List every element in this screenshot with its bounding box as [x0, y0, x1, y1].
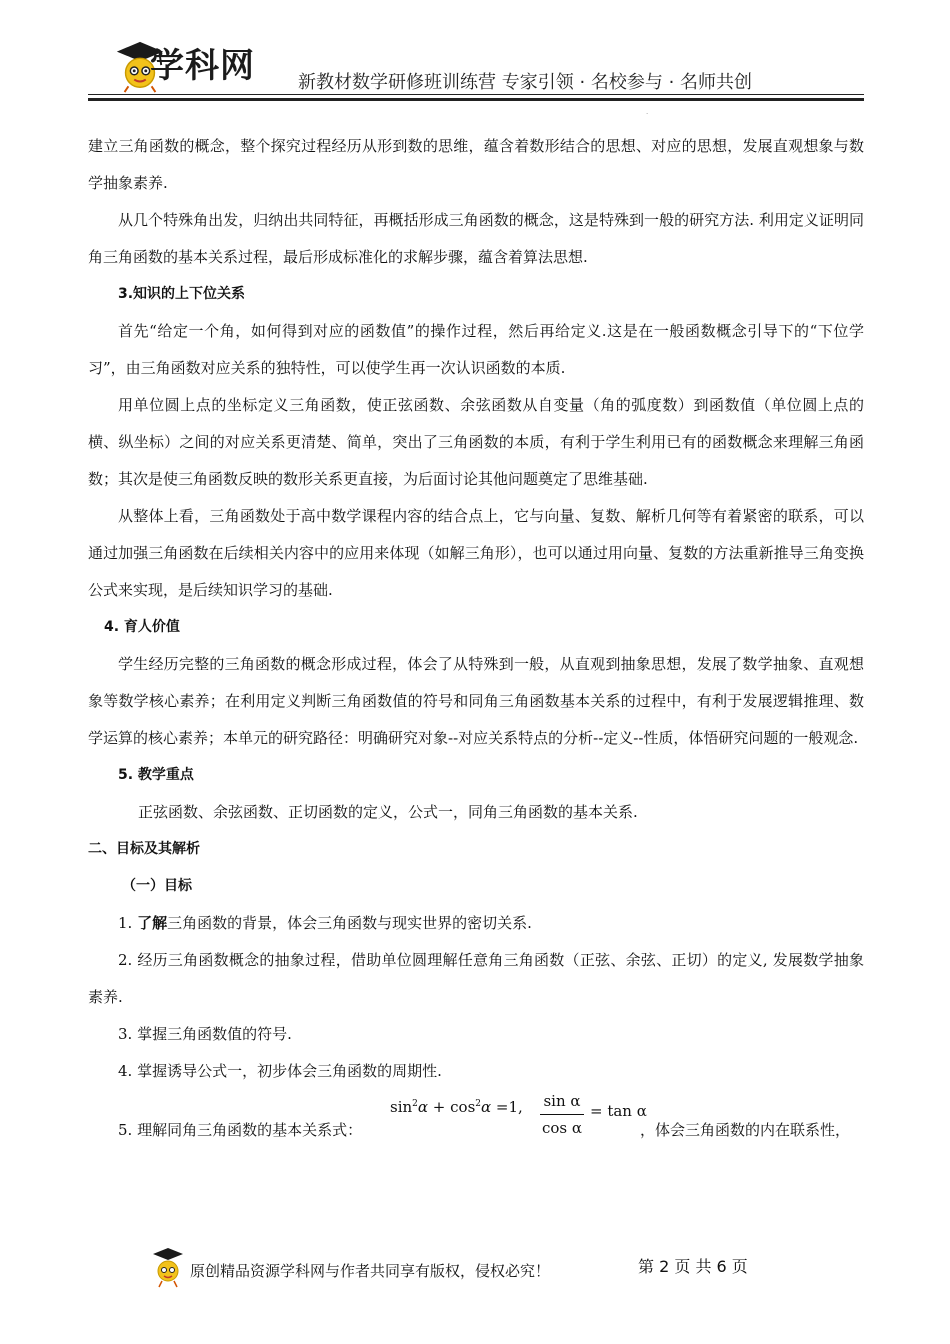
goal-text: ，体会三角函数的内在联系性，: [640, 1121, 851, 1139]
paragraph: 学生经历完整的三角函数的概念形成过程，体会了从特殊到一般，从直观到抽象思想，发展了数学抽象、直观想象等数学核心素养；在利用定义判断三角函数值的符号和同角三角函数基本关系的过程中，有利于发展逻辑推理、数学运算的核心素养；本单元的研究路径：明确研究对象--对应关系特点的分析--定义--性质，体悟研究问题的一般观念.: [88, 655, 864, 747]
subsection-heading: （一）目标: [122, 878, 192, 894]
fraction-denominator: cos α: [541, 1119, 583, 1137]
goal-item: [88, 1090, 864, 1150]
goal-item: [88, 905, 864, 942]
formula-fraction: [540, 1090, 584, 1139]
goal-item: 3. 掌握三角函数值的符号.: [118, 1025, 292, 1043]
header-tagline: 新教材数学研修班训练营 专家引领 · 名校参与 · 名师共创: [298, 72, 753, 93]
document-body: [88, 128, 864, 1150]
mascot-logo-icon: [150, 1246, 186, 1290]
goal-text: 三角函数的背景，体会三角函数与现实世界的密切关系.: [167, 914, 532, 932]
paragraph: 正弦函数、余弦函数、正切函数的定义，公式一，同角三角函数的基本关系.: [138, 803, 638, 821]
goal-keyword: 了解: [137, 914, 168, 932]
paragraph: 用单位圆上点的坐标定义三角函数，使正弦函数、余弦函数从自变量（角的弧度数）到函数值（单位圆上点的横、纵坐标）之间的对应关系更清楚、简单，突出了三角函数的本质，有利于学生利用已有的函数概念来理解三角函数；其次是使三角函数反映的数形关系更直接，为后面讨论其他问题奠定了思维基础.: [88, 396, 864, 488]
header-rule-thin: [88, 94, 864, 95]
paragraph: 从整体上看，三角函数处于高中数学课程内容的结合点上，它与向量、复数、解析几何等有着紧密的联系，可以通过加强三角函数在后续相关内容中的应用来体现（如解三角形），也可以通过用向量、复数的方法重新推导三角变换公式来实现，是后续知识学习的基础.: [88, 507, 864, 599]
formula-rhs: = tan α: [590, 1102, 647, 1120]
fraction-numerator: sin α: [543, 1092, 581, 1110]
page-footer: [150, 1246, 790, 1290]
header-rule-thick: [88, 98, 864, 101]
section-heading: 4. 育人价值: [104, 619, 180, 635]
goal-item: 4. 掌握诱导公式一，初步体会三角函数的周期性.: [118, 1062, 442, 1080]
copyright-note: 原创精品资源学科网与作者共同享有版权，侵权必究！: [190, 1262, 551, 1280]
paragraph: 建立三角函数的概念，整个探究过程经历从形到数的思维，蕴含着数形结合的思想、对应的思想，发展直观想象与数学抽象素养.: [88, 137, 864, 192]
section-heading: 二、目标及其解析: [88, 841, 200, 857]
paragraph: 从几个特殊角出发，归纳出共同特征，再概括形成三角函数的概念，这是特殊到一般的研究方法. 利用定义证明同角三角函数的基本关系过程，最后形成标准化的求解步骤，蕴含着算法思想.: [88, 211, 864, 266]
page-number: 第 2 页 共 6 页: [638, 1257, 748, 1276]
fraction-bar: [540, 1114, 584, 1115]
section-heading: 5. 教学重点: [118, 767, 194, 783]
goal-item: 2. 经历三角函数概念的抽象过程，借助单位圆理解任意角三角函数（正弦、余弦、正切）的定义, 发展数学抽象素养.: [88, 951, 864, 1006]
page-header: [88, 34, 864, 100]
paragraph: 首先“给定一个角，如何得到对应的函数值”的操作过程，然后再给定义.这是在一般函数概念引导下的“下位学习”，由三角函数对应关系的独特性，可以使学生再一次认识函数的本质.: [88, 322, 864, 377]
goal-text: 5. 理解同角三角函数的基本关系式：: [118, 1121, 363, 1139]
logo-text: 学科网: [150, 46, 255, 86]
header-dot: .: [646, 108, 649, 116]
goal-number: 1.: [118, 914, 138, 932]
formula-sum: $\sin^2\alpha + \cos^2\alpha =1$,: [390, 1098, 523, 1116]
section-heading: 3.知识的上下位关系: [118, 286, 246, 302]
